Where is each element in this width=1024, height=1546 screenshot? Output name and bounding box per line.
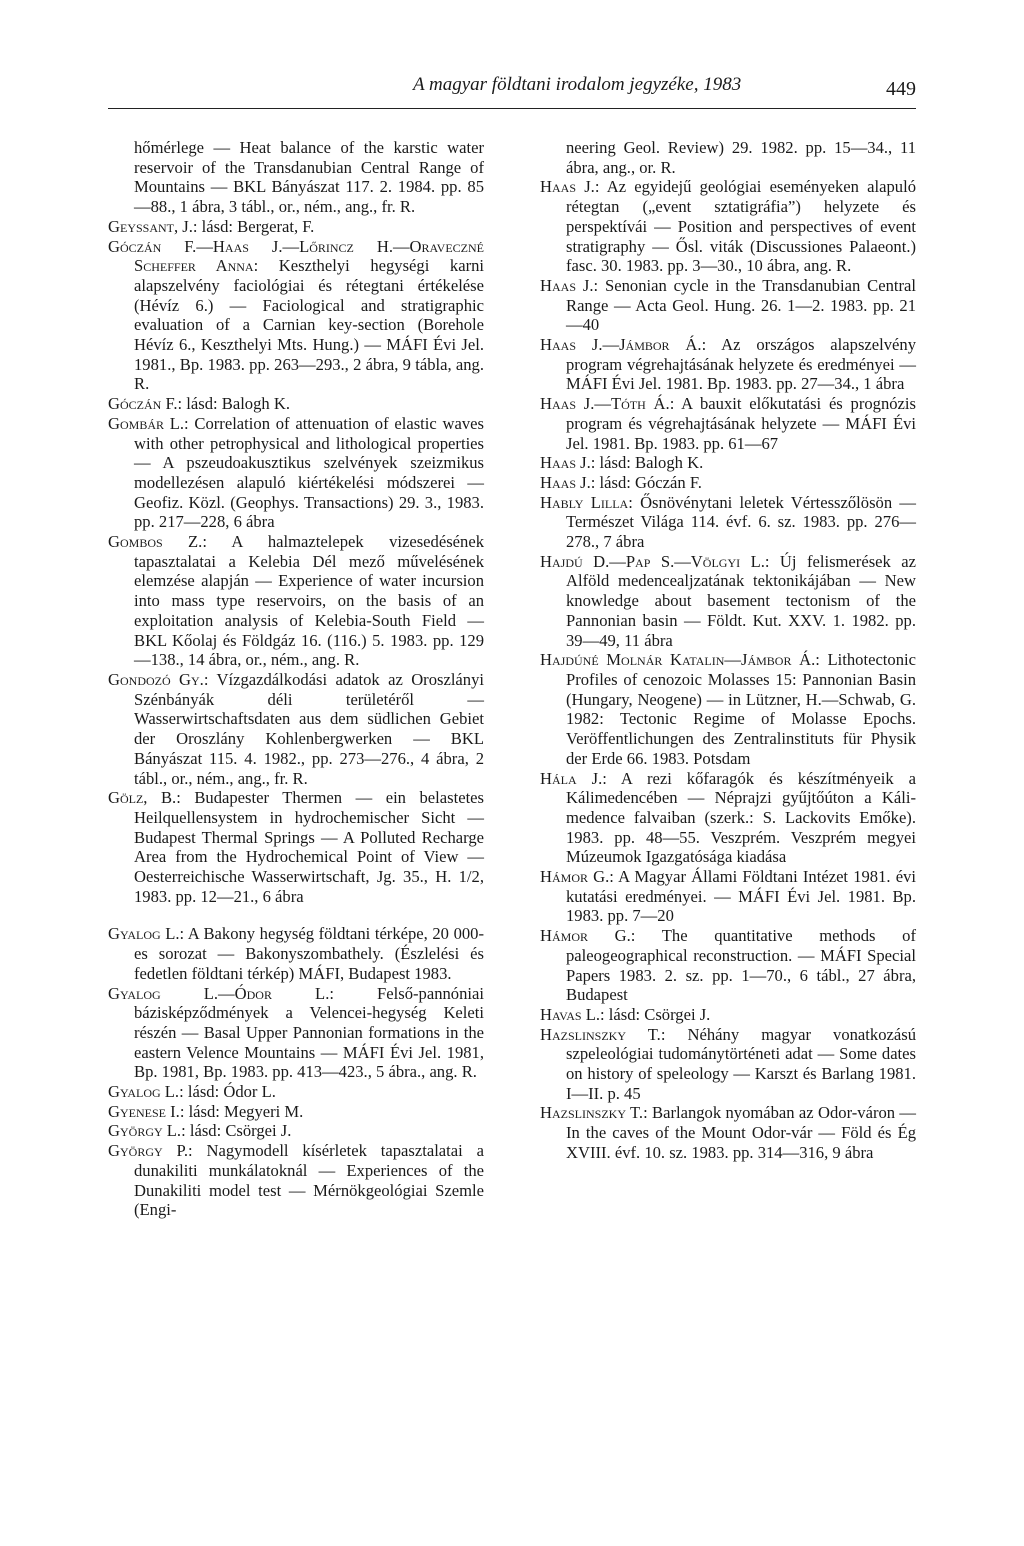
entry-text: : lásd: Balogh K. bbox=[590, 453, 704, 473]
entry-text: : Az egyidejű geológiai eseményeken alapuló rétegtan („event sztatigráfia”) helyzete és perspektívái — Position and perspectives of event stratigraphy — Ősl. viták (Discussiones Palaeont.) fasc. 30. 1983. pp. 3—30., 10 ábra, ang. R. bbox=[566, 177, 916, 276]
page-header bbox=[108, 72, 916, 109]
bibliography-entry bbox=[540, 1103, 916, 1162]
entry-author: Hajdúné Molnár Katalin—Jámbor Á. bbox=[540, 650, 816, 670]
bibliography-entry bbox=[540, 394, 916, 453]
entry-author: Haas J. bbox=[540, 177, 595, 197]
entry-author: Gyalog L. bbox=[108, 924, 180, 944]
entry-text: : Barlangok nyomában az Odor-váron — In the caves of the Mount Odor-vár — Föld és Ég XVIII. évf. 10. sz. 1983. pp. 314—316, 9 ábra bbox=[566, 1103, 917, 1162]
entry-author: Hála J. bbox=[540, 768, 603, 788]
entry-text: : Vízgazdálkodási adatok az Oroszlányi Szénbányák déli területéről — Wasserwirtschaftsdaten aus dem südlichen Gebiet der Oroszlány Kohlenbergwerken — BKL Bányászat 115. 4. 1982., pp. 273—276., 4 ábra, 2 tábl., or., ném., ang., fr. R. bbox=[134, 669, 484, 788]
entry-text: : Lithotectonic Profiles of cenozoic Molasses 15: Pannonian Basin (Hungary, Neogene) — in Lützner, H.—Schwab, G. 1982: Tectonic Regime of Molasse Epochs. Veröffentlichungen des Zentralinstituts für Physik der Erde 66. 1983. Potsdam bbox=[566, 650, 916, 768]
entry-text: : lásd: Góczán F. bbox=[590, 472, 702, 492]
bibliography-entry bbox=[540, 453, 916, 473]
entry-author: Gölz, B. bbox=[108, 788, 177, 808]
entry-author: Hazslinszky T. bbox=[540, 1103, 644, 1123]
entry-author: Gombár L. bbox=[108, 413, 185, 433]
entry-author: Gondozó Gy. bbox=[108, 669, 204, 689]
bibliography-entry bbox=[540, 138, 916, 177]
entry-text: : lásd: Ódor L. bbox=[179, 1082, 276, 1102]
bibliography-entry bbox=[108, 394, 484, 414]
entry-author: Gyalog L. bbox=[108, 1082, 180, 1102]
entry-text: : Senonian cycle in the Transdanubian Central Range — Acta Geol. Hung. 26. 1—2. 1983. pp. 21—40 bbox=[566, 275, 916, 335]
entry-author: Gombos Z. bbox=[108, 532, 203, 552]
bibliography-entry bbox=[540, 177, 916, 276]
running-title: A magyar földtani irodalom jegyzéke, 1983 bbox=[413, 74, 742, 95]
bibliography-entry bbox=[540, 473, 916, 493]
right-column bbox=[540, 138, 916, 1163]
entry-text: neering Geol. Review) 29. 1982. pp. 15—34., 11 ábra, ang., or. R. bbox=[566, 138, 916, 177]
entry-author: Haas J. bbox=[540, 453, 591, 473]
bibliography-entry bbox=[540, 867, 916, 926]
entry-text: : lásd: Bergerat, F. bbox=[192, 216, 315, 236]
bibliography-entry bbox=[540, 493, 916, 552]
bibliography-entry bbox=[108, 924, 484, 983]
entry-text: : A Magyar Állami Földtani Intézet 1981. évi kutatási eredményei. — MÁFI Évi Jel. 1981. Bp. 1983. pp. 7—20 bbox=[566, 867, 916, 926]
bibliography-entry bbox=[108, 670, 484, 788]
entry-text: : A bauxit előkutatási és prognózis program és végrehajtásának helyzete — MÁFI Évi Jel. 1981. Bp. 1983. pp. 61—67 bbox=[566, 394, 916, 453]
entry-author: Haas J.—Jámbor Á. bbox=[540, 335, 702, 355]
entry-author: Góczán F. bbox=[108, 394, 178, 414]
entry-text: : The quantitative methods of paleogeographical reconstruction. — MÁFI Special Papers 1983. 2. sz. pp. 1—70., 6 tábl., 27 ábra, Budapest bbox=[566, 926, 916, 1005]
bibliography-entry bbox=[108, 414, 484, 532]
entry-text: : lásd: Balogh K. bbox=[177, 394, 290, 414]
entry-author: György P. bbox=[108, 1141, 189, 1161]
entry-text: : Nagymodell kísérletek tapasztalatai a dunakiliti munkálatoknál — Experiences of the Dunakiliti model test — Mérnökgeológiai Szemle (Engi- bbox=[134, 1141, 484, 1220]
bibliography-entry bbox=[108, 217, 484, 237]
entry-text: : A halmaztelepek vizesedésének tapasztalatai a Kelebia Dél mező művelésének elemzése alapján — Experience of water incursion into mass type reservoirs, on the basis of an exploitation analysis of Kelebia-South Field — BKL Kőolaj és Földgáz 16. (116.) 5. 1983. pp. 129—138., 14 ábra, or., ném., ang. R. bbox=[134, 532, 484, 670]
entry-text: : Új felismerések az Alföld medencealjzatának tektonikájában — New knowledge about basement tectonism of the Pannonian basin — Földt. Kut. XXV. 1. 1982. pp. 39—49, 11 ábra bbox=[566, 551, 916, 650]
bibliography-entry bbox=[540, 552, 916, 651]
bibliography-entry bbox=[108, 788, 484, 906]
entry-author: Hajdú D.—Pap S.—Völgyi L. bbox=[540, 551, 765, 571]
page-number: 449 bbox=[886, 78, 916, 100]
bibliography-entry bbox=[108, 1102, 484, 1122]
entry-author: Haas J. bbox=[540, 472, 591, 492]
entry-text: : A rezi kőfaragók és készítményeik a Kálimedencében — Néprajzi gyűjtőúton a Káli-medence falvaiban (szerk.: S. Lackovits Emőke). 1983. pp. 48—55. Veszprém. Veszprém megyei Múzeumok Igazgatósága kiadása bbox=[566, 768, 916, 867]
bibliography-entry bbox=[108, 1141, 484, 1220]
bibliography-entry bbox=[540, 335, 916, 394]
entry-text: : lásd: Csörgei J. bbox=[181, 1121, 292, 1141]
entry-author: Hámor G. bbox=[540, 867, 610, 887]
bibliography-entry bbox=[540, 1005, 916, 1025]
entry-text: : lásd: Megyeri M. bbox=[179, 1101, 304, 1121]
bibliography-entry bbox=[540, 769, 916, 868]
bibliography-entry bbox=[540, 926, 916, 1005]
entry-author: Haas J. bbox=[540, 275, 594, 295]
bibliography-entry bbox=[108, 237, 484, 395]
bibliography-entry bbox=[540, 276, 916, 335]
entry-text: : Keszthelyi hegységi karni alapszelvény faciológiai és rétegtani értékelése (Hévíz 6.) — Faciological and stratigraphic evaluation of a Carnian key-section (Borehole Hévíz 6., Keszthelyi Mts. Hung.) — MÁFI Évi Jel. 1981., Bp. 1983. pp. 263—293., 2 ábra, 9 tábla, ang. R. bbox=[134, 256, 484, 394]
bibliography-entry bbox=[540, 1025, 916, 1104]
entry-text: : Ősnövénytani leletek Vértesszőlösön — Természet Világa 114. évf. 6. sz. 1983. pp. 276—278., 7 ábra bbox=[566, 492, 916, 552]
entry-author: Gyalog L.—Ódor L. bbox=[108, 983, 330, 1003]
entry-text: : Correlation of attenuation of elastic waves with other petrophysical and lithological properties — A pszeudoakusztikus szelvények szeizmikus modellezésen alapuló kiértékelési módszerei — Geofiz. Közl. (Geophys. Transactions) 29. 3., 1983. pp. 217—228, 6 ábra bbox=[134, 413, 484, 532]
entry-author: Hámor G. bbox=[540, 926, 631, 946]
bibliography-entry bbox=[108, 1121, 484, 1141]
entry-text: : Néhány magyar vonatkozású szpeleológiai tudománytörténeti adat — Some dates on history of speleology — Karszt és Barlang 1981. I—II. p. 45 bbox=[566, 1024, 916, 1103]
entry-text: : lásd: Csörgei J. bbox=[600, 1004, 711, 1024]
entry-text: : Felső-pannóniai bázisképződmények a Velencei-hegység Keleti részén — Basal Upper Pannonian formations in the eastern Velence Mountains — MÁFI Évi Jel. 1981, Bp. 1981, Bp. 1983. pp. 413—423., 5 ábra., ang. R. bbox=[134, 983, 484, 1082]
bibliography-entry bbox=[108, 1082, 484, 1102]
entry-author: Gyenese I. bbox=[108, 1101, 180, 1121]
bibliography-entry bbox=[108, 532, 484, 670]
entry-author: Hably Lilla bbox=[540, 492, 629, 512]
bibliography-entry bbox=[540, 650, 916, 768]
entry-author: Geyssant, J. bbox=[108, 216, 193, 236]
bibliography-entry bbox=[108, 138, 484, 217]
entry-author: György L. bbox=[108, 1121, 182, 1141]
entry-author: Hazslinszky T. bbox=[540, 1024, 661, 1044]
left-column bbox=[108, 138, 484, 1220]
bibliography-entry bbox=[108, 984, 484, 1083]
entry-text: hőmérlege — Heat balance of the karstic water reservoir of the Transdanubian Central Range of Mountains — BKL Bányászat 117. 2. 1984. pp. 85—88., 1 ábra, 3 tábl., or., ném., ang., fr. R. bbox=[134, 138, 484, 217]
entry-author: Góczán F.—Haas J.—Lőrincz H.—Oraveczné Scheffer Anna bbox=[108, 236, 484, 276]
entry-author: Haas J.—Tóth Á. bbox=[540, 394, 670, 414]
entry-text: : Budapester Thermen — ein belastetes Heilquellensystem in hydrochemischer Sicht — Budapest Thermal Springs — A Polluted Recharge Area from the Hydrochemical Point of View — Oesterreichische Wasserwirtschaft, Jg. 35., H. 1/2, 1983. pp. 12—21., 6 ábra bbox=[134, 788, 485, 906]
entry-text: : A Bakony hegység földtani térképe, 20 000-es sorozat — Bakonyszombathely. (Észlelési és fedetlen földtani térkép) MÁFI, Budapest 1983. bbox=[134, 924, 484, 983]
entry-author: Havas L. bbox=[540, 1004, 600, 1024]
entry-text: : Az országos alapszelvény program végrehajtásának helyzete és eredményei — MÁFI Évi Jel. 1981. Bp. 1983. pp. 27—34., 1 ábra bbox=[566, 335, 916, 394]
